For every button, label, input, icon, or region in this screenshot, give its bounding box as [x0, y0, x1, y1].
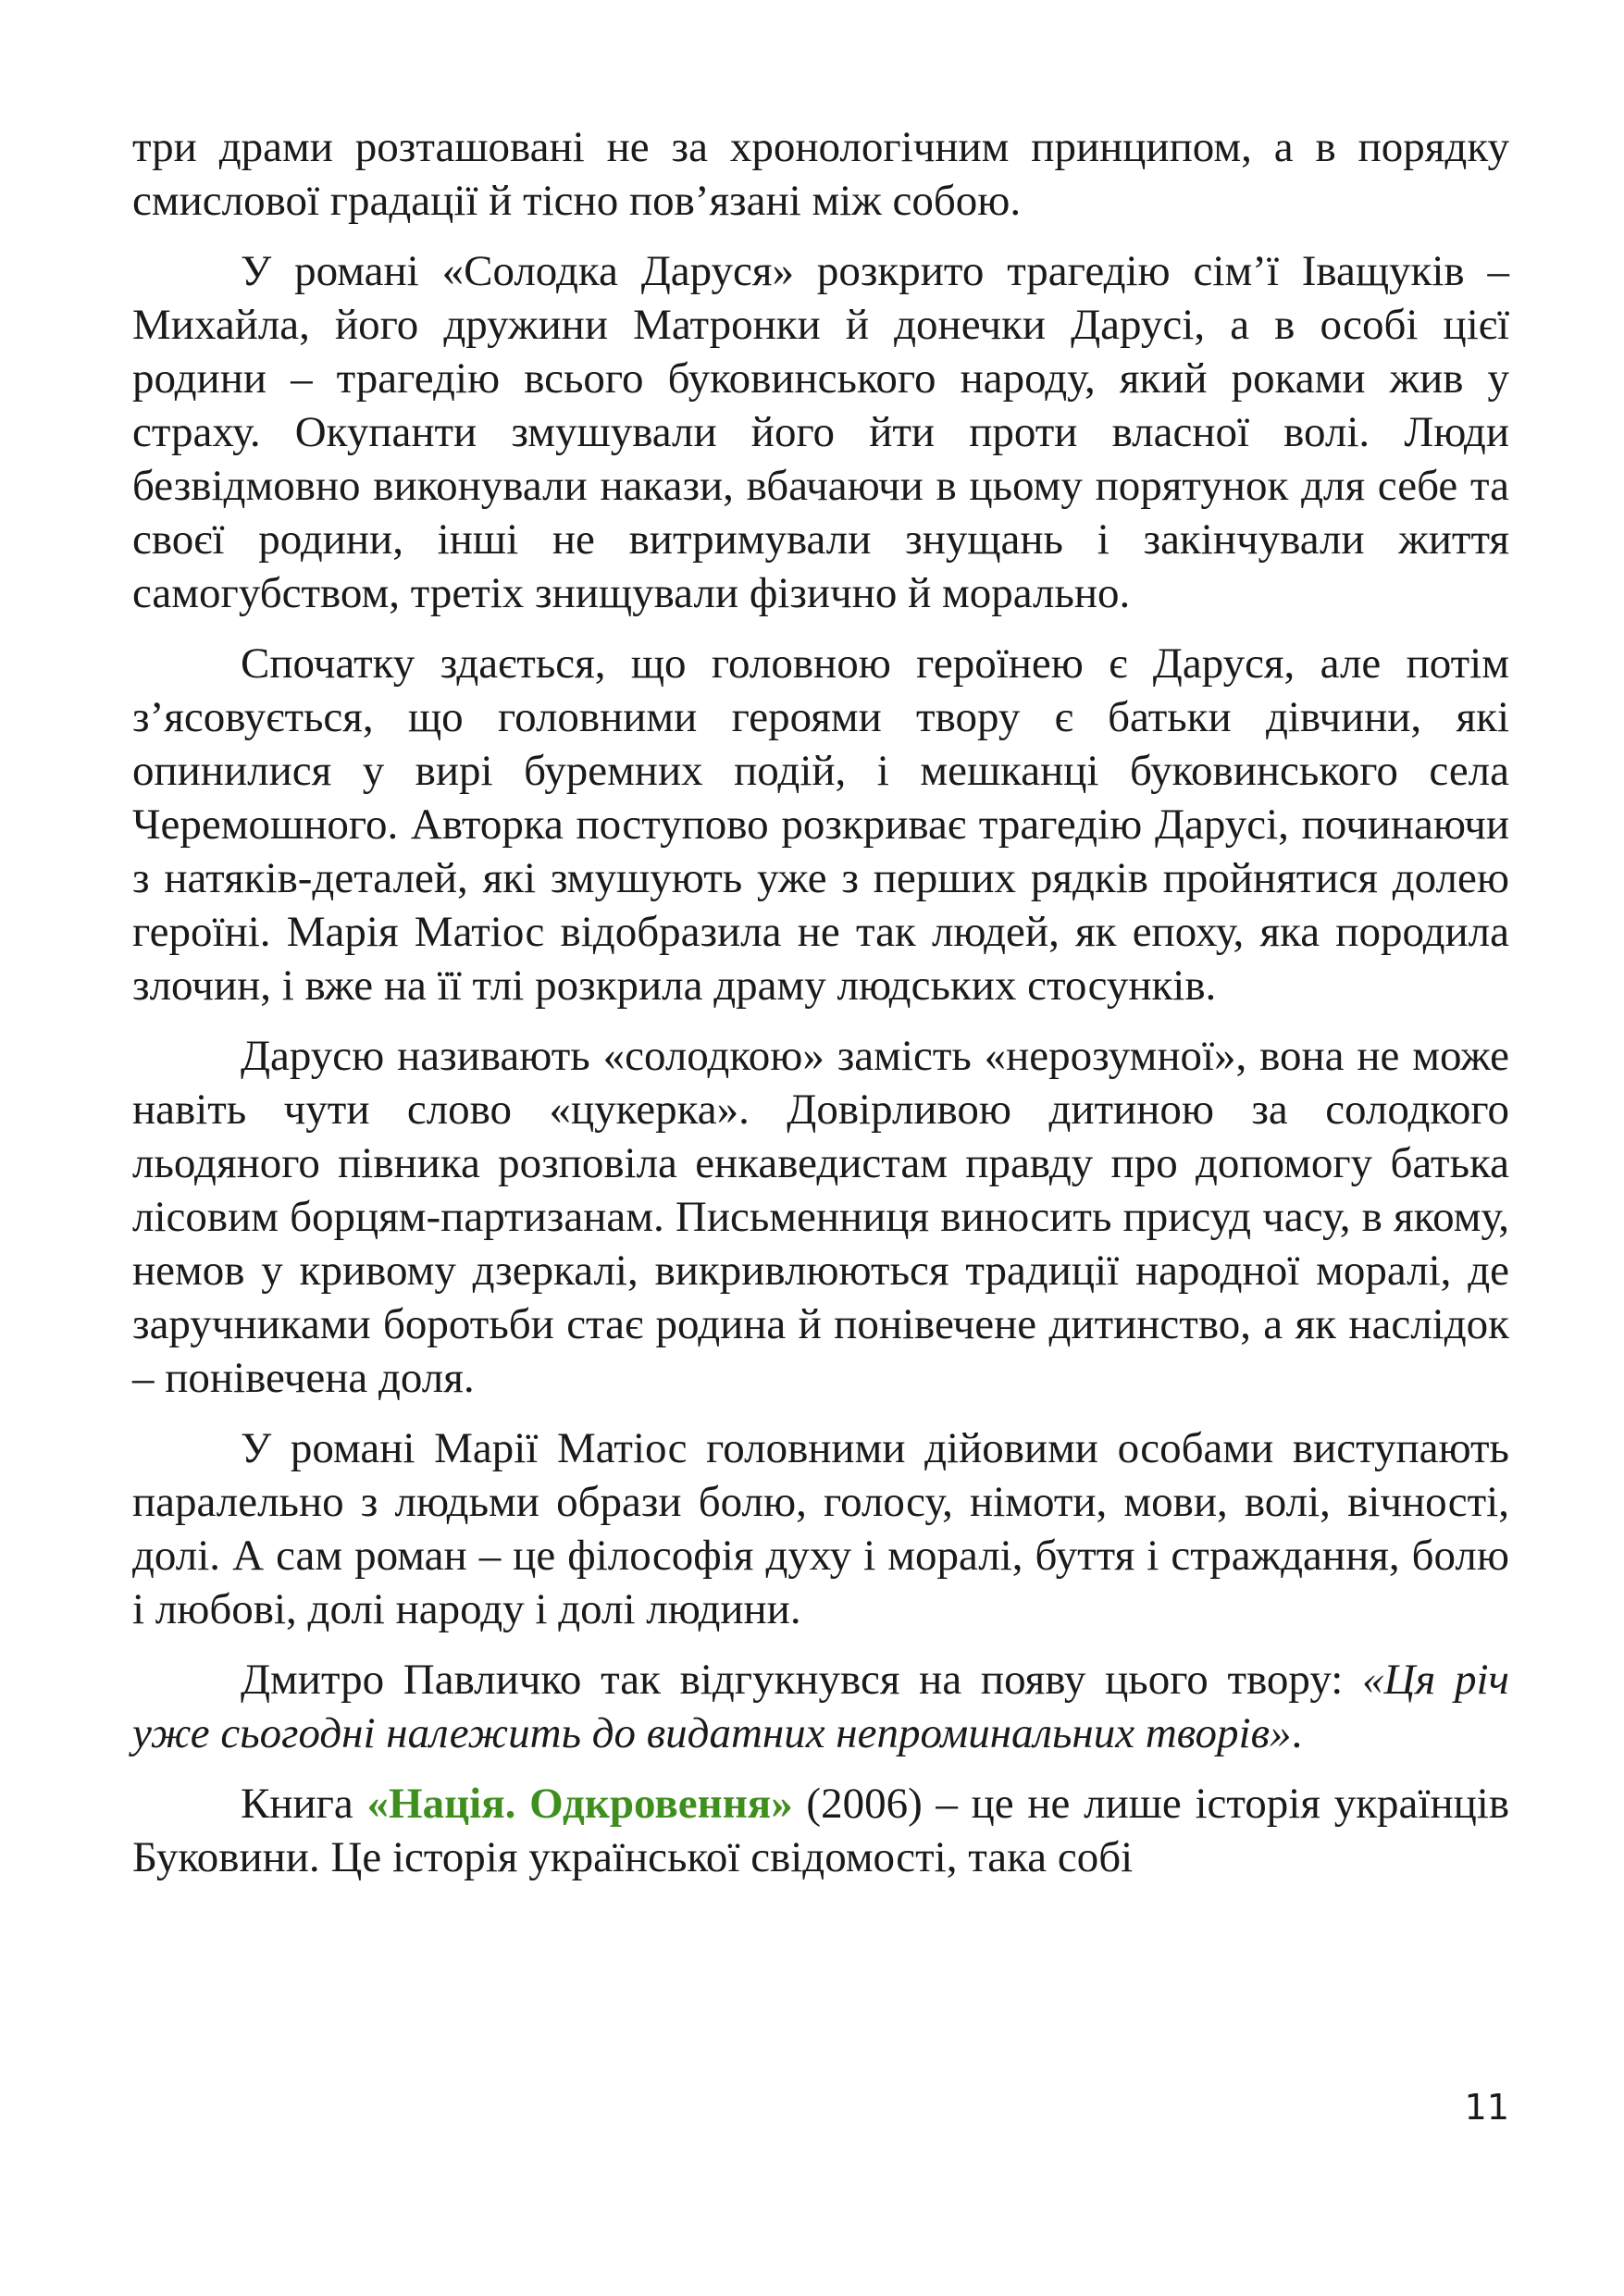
page-number: 11 [1464, 2087, 1509, 2128]
paragraph-7 [132, 1777, 1509, 1884]
paragraph-4: Дарусю називають «солодкою» замість «нерозумної», вона не може навіть чути слово «цукерка». Довірливою дитиною за солодкого льодяного півника розповіла енкаведистам правду про допомогу батька лісовим борцям-партизанам. Письменниця виносить присуд часу, в якому, немов у кривому дзеркалі, викривлюються традиції народної моралі, де заручниками боротьби стає родина й понівечене дитинство, а як наслідок – понівечена доля. [132, 1032, 1509, 1402]
pavlychko-quote: «Ця річ уже сьогодні належить до видатних непроминальних творів» [132, 1656, 1509, 1757]
quote-intro: Дмитро Павличко так відгукнувся на появу цього твору: [241, 1656, 1362, 1704]
book-title: «Нація. Одкровення» [366, 1780, 793, 1828]
paragraph-1: три драми розташовані не за хронологічним принципом, а в порядку смислової градації й тісно пов’язані між собою. [132, 123, 1509, 225]
paragraph-6 [132, 1653, 1509, 1760]
paragraph-2: У романі «Солодка Даруся» розкрито трагедію сім’ї Іващуків – Михайла, його дружини Матронки й донечки Дарусі, а в особі цієї родини – трагедію всього буковинського народу, який роками жив у страху. Окупанти змушували його йти проти власної волі. Люди безвідмовно виконували накази, вбачаючи в цьому порятунок для себе та своєї родини, інші не витримували знущань і закінчували життя самогубством, третіх знищували фізично й морально. [132, 247, 1509, 617]
quote-end: . [1291, 1709, 1303, 1757]
paragraph-3: Спочатку здається, що головною героїнею є Даруся, але потім з’ясовується, що головними героями твору є батьки дівчини, які опинилися у вирі буремних подій, і мешканці буковинського села Черемошного. Авторка поступово розкриває трагедію Дарусі, починаючи з натяків-деталей, які змушують уже з перших рядків пройнятися долею героїні. Марія Матіос відобразила не так людей, як епоху, яка породила злочин, і вже на її тлі розкрила драму людських стосунків. [132, 639, 1509, 1010]
body-text [132, 120, 1509, 1901]
paragraph-5: У романі Марії Матіос головними дійовими особами виступають паралельно з людьми образи болю, голосу, німоти, мови, волі, вічності, долі. А сам роман – це філософія духу і моралі, буття і страждання, болю і любові, долі народу і долі людини. [132, 1424, 1509, 1633]
book-intro: Книга [241, 1780, 367, 1828]
book-description: (2006) – це не лише історія українців Буковини. Це історія української свідомості, така собі [132, 1780, 1510, 1881]
